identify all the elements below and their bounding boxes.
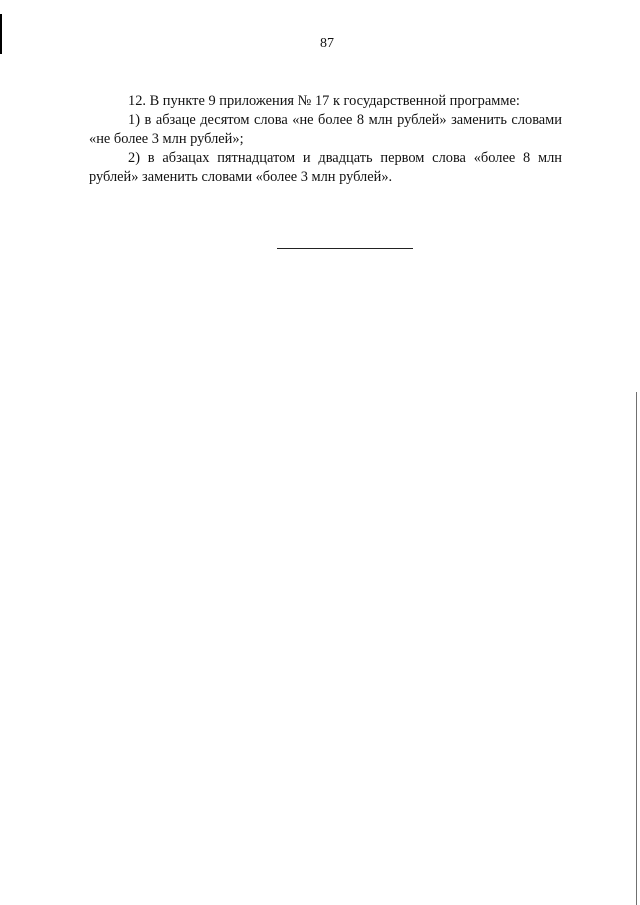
paragraph-subitem-1: 1) в абзаце десятом слова «не более 8 млн рублей» заменить словами «не более 3 млн рублей»;: [89, 112, 562, 147]
paragraph-subitem-2: 2) в абзацах пятнадцатом и двадцать первом слова «более 8 млн рублей» заменить словами «более 3 млн рублей».: [89, 150, 562, 185]
end-separator-line: [277, 248, 413, 249]
document-body: [89, 92, 562, 187]
scan-edge-line: [636, 392, 637, 905]
page-number: 87: [320, 36, 334, 51]
paragraph-item-12: 12. В пункте 9 приложения № 17 к государственной программе:: [128, 93, 520, 109]
